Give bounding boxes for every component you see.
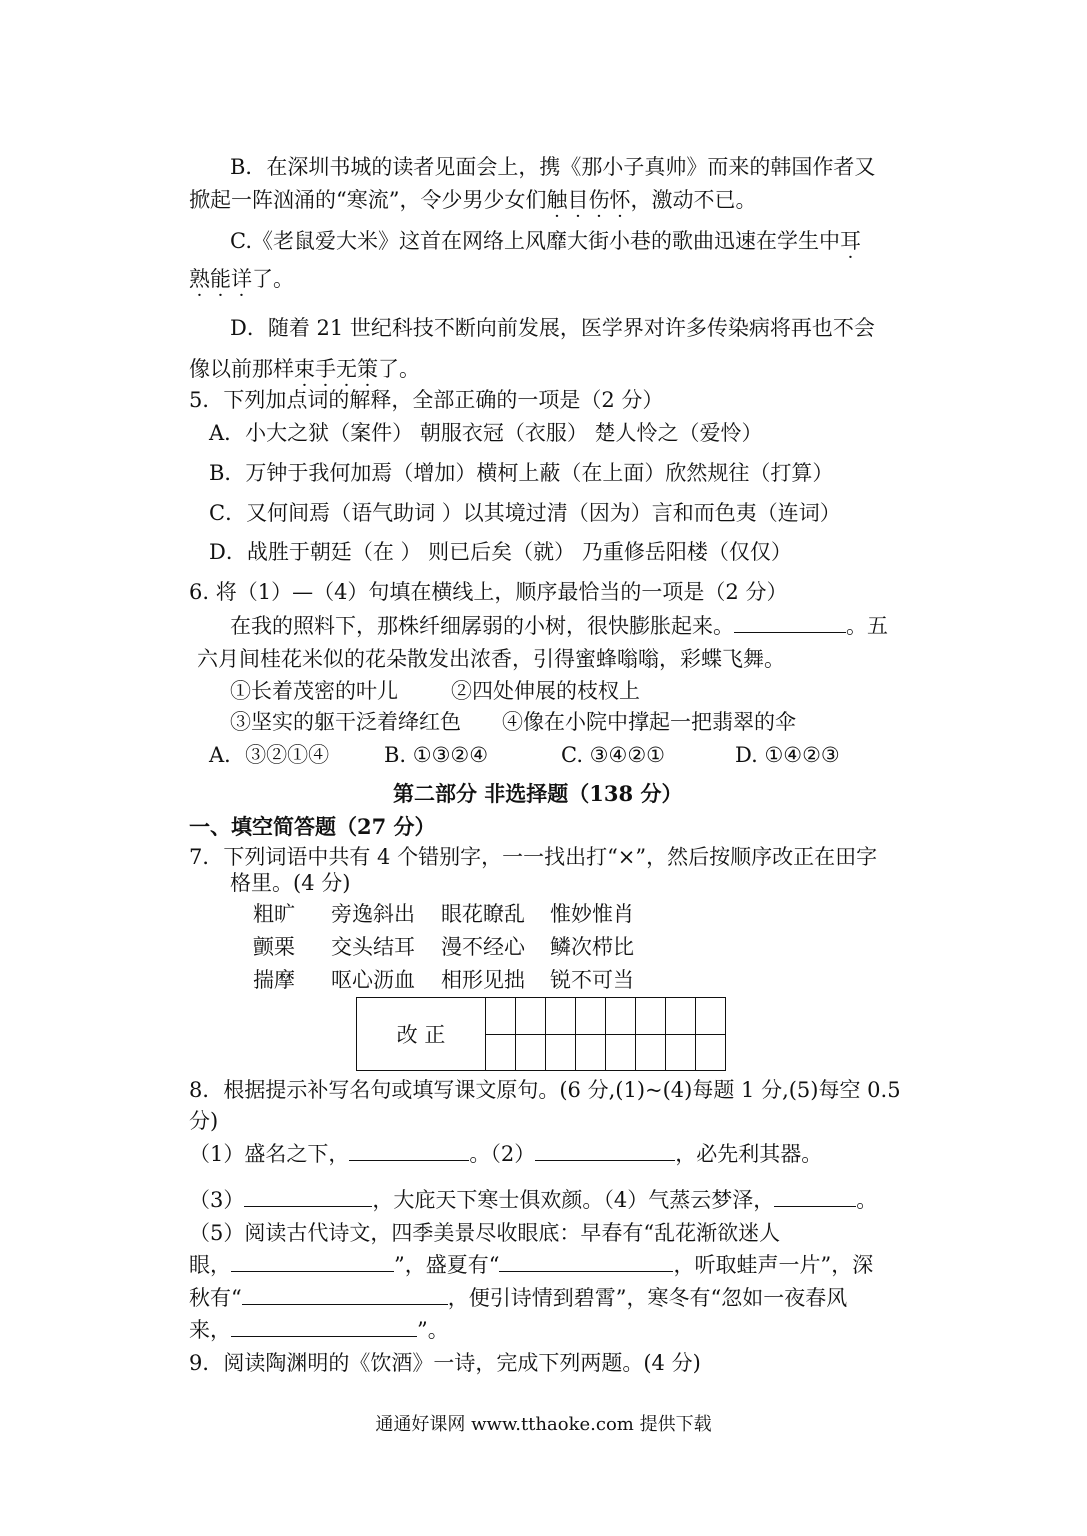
grid-cell[interactable]: [546, 998, 576, 1035]
dotted-char: 怀: [609, 188, 631, 212]
q6-passage-text: 在我的照料下，那株纤细孱弱的小树，很快膨胀起来。: [230, 614, 734, 638]
q8-line6: [189, 1316, 449, 1344]
q8-text: 来，: [189, 1318, 231, 1342]
q6-passage-line1: [230, 612, 888, 640]
q8-text: （3）: [189, 1188, 245, 1212]
dotted-char: 手: [315, 357, 336, 381]
q7-stem-cont: 格里。(4 分): [230, 871, 351, 895]
answer-blank[interactable]: [231, 1251, 394, 1272]
q4-c-text: C.《老鼠爱大米》这首在网络上风靡大街小巷的歌曲迅速在学生中: [230, 229, 840, 253]
q7-word[interactable]: 鳞次栉比: [550, 935, 634, 959]
q7-word[interactable]: 惟妙惟肖: [550, 902, 634, 926]
q5-option-d: D．战胜于朝廷（在 ） 则已后矣（就） 乃重修岳阳楼（仅仅）: [209, 540, 792, 564]
q4-option-c-line2: [189, 265, 294, 293]
q6-sentence-2: ②四处伸展的枝杈上: [451, 679, 640, 703]
q6-option-c: C. ③④②①: [561, 743, 665, 767]
grid-cell[interactable]: [576, 1034, 606, 1071]
q7-word[interactable]: 旁逸斜出: [331, 902, 415, 926]
q6-passage-text: 。五: [846, 614, 888, 638]
q7-word[interactable]: 漫不经心: [441, 935, 525, 959]
q4-d-text: 像以前那样: [189, 357, 294, 381]
answer-blank[interactable]: [774, 1186, 856, 1207]
q8-text: （1）盛名之下，: [189, 1142, 350, 1166]
dotted-char: 无: [336, 357, 357, 381]
answer-blank[interactable]: [242, 1284, 448, 1305]
grid-cell[interactable]: [636, 1034, 666, 1071]
q8-line4: [189, 1251, 873, 1279]
q8-text: 。（2）: [469, 1142, 536, 1166]
grid-cell[interactable]: [696, 1034, 726, 1071]
q7-word[interactable]: 粗旷: [253, 902, 295, 926]
q8-stem: 8．根据提示补写名句或填写课文原句。(6 分,(1)~(4)每题 1 分,(5)每空 0.5: [189, 1078, 901, 1102]
q7-word[interactable]: 颤栗: [253, 935, 295, 959]
grid-cell[interactable]: [546, 1034, 576, 1071]
q6-sentence-3: ③坚实的躯干泛着绛红色: [230, 710, 461, 734]
q6-sentence-1: ①长着茂密的叶儿: [230, 679, 398, 703]
q5-option-a: A．小大之狱（案件） 朝服衣冠（衣服） 楚人怜之（爱怜）: [209, 421, 763, 445]
q4-option-b-line2: [189, 186, 756, 214]
q8-text: ，大庇天下寒士俱欢颜。（4）气蒸云梦泽，: [372, 1188, 775, 1212]
answer-blank[interactable]: [244, 1186, 372, 1207]
grid-cell[interactable]: [516, 1034, 546, 1071]
grid-cell[interactable]: [606, 1034, 636, 1071]
grid-cell[interactable]: [636, 998, 666, 1035]
answer-blank[interactable]: [734, 612, 846, 633]
q4-c-text: 了。: [252, 267, 294, 291]
grid-cell[interactable]: [666, 1034, 696, 1071]
section1-title: 一、填空简答题（27 分）: [189, 814, 436, 839]
q6-sentence-4: ④像在小院中撑起一把翡翠的伞: [502, 710, 796, 734]
answer-blank[interactable]: [349, 1140, 469, 1161]
dotted-char: 触: [546, 188, 568, 212]
q8-text: ”。: [417, 1318, 449, 1342]
grid-cell[interactable]: [666, 998, 696, 1035]
q4-option-d-line2: [189, 355, 420, 383]
q7-word[interactable]: 眼花瞭乱: [441, 902, 525, 926]
dotted-char: 熟: [189, 267, 210, 291]
q6-option-d: D. ①④②③: [735, 743, 840, 767]
grid-label: 改 正: [357, 998, 486, 1071]
q7-word[interactable]: 锐不可当: [550, 968, 634, 992]
q8-text: ，便引诗情到碧霄”，寒冬有“忽如一夜春风: [447, 1286, 848, 1310]
grid-cell[interactable]: [576, 998, 606, 1035]
part2-title: 第二部分 非选择题（138 分）: [393, 781, 683, 806]
q4-b-text: ，激动不已。: [630, 188, 757, 212]
grid-cell[interactable]: [516, 998, 546, 1035]
q4-option-c-line1: [230, 227, 861, 255]
q8-stem-cont: 分): [189, 1109, 219, 1133]
q8-line3: （5）阅读古代诗文，四季美景尽收眼底：早春有“乱花渐欲迷人: [189, 1221, 781, 1245]
q8-text: ，听取蛙声一片”，深: [673, 1253, 874, 1277]
q8-line2: [189, 1186, 877, 1214]
q7-stem: 7．下列词语中共有 4 个错别字，一一找出打“×”，然后按顺序改正在田字: [189, 845, 878, 869]
q7-word[interactable]: 呕心沥血: [331, 968, 415, 992]
q8-line1: [189, 1140, 822, 1168]
dotted-char: 伤: [588, 188, 610, 212]
q8-text: ”，盛夏有“: [394, 1253, 500, 1277]
q4-d-text: 了。: [378, 357, 420, 381]
dotted-char: 详: [231, 267, 252, 291]
answer-blank[interactable]: [499, 1251, 673, 1272]
page-footer: 通通好课网 www.tthaoke.com 提供下载: [375, 1414, 712, 1435]
q5-stem: 5．下列加点词的解释，全部正确的一项是（2 分）: [189, 388, 664, 412]
q9-stem: 9．阅读陶渊明的《饮酒》一诗，完成下列两题。(4 分): [189, 1351, 701, 1375]
grid-cell[interactable]: [486, 1034, 516, 1071]
answer-blank[interactable]: [231, 1316, 417, 1337]
q8-text: 眼，: [189, 1253, 231, 1277]
dotted-char: 策: [357, 357, 378, 381]
q6-passage-line2: 六月间桂花米似的花朵散发出浓香，引得蜜蜂嗡嗡，彩蝶飞舞。: [197, 647, 785, 671]
q4-option-d-line1: D．随着 21 世纪科技不断向前发展，医学界对许多传染病将再也不会: [230, 316, 875, 340]
q4-b-text: 掀起一阵汹涌的“寒流”，令少男少女们: [189, 188, 547, 212]
q6-option-a: A．③②①④: [209, 743, 330, 767]
correction-grid: [356, 997, 726, 1071]
q5-option-c: C．又何间焉（语气助词 ）以其境过清（因为）言和而色夷（连词）: [209, 501, 841, 525]
q8-line5: [189, 1284, 847, 1312]
q8-text: ，必先利其器。: [675, 1142, 823, 1166]
answer-blank[interactable]: [535, 1140, 675, 1161]
dotted-char: 目: [567, 188, 589, 212]
dotted-char: 束: [294, 357, 315, 381]
q7-word[interactable]: 揣摩: [253, 968, 295, 992]
q8-text: 秋有“: [189, 1286, 242, 1310]
dotted-char: 能: [210, 267, 231, 291]
q6-stem: 6. 将（1）—（4）句填在横线上，顺序最恰当的一项是（2 分）: [189, 580, 788, 604]
dotted-char: 耳: [840, 229, 861, 253]
q6-option-b: B. ①③②④: [384, 743, 489, 767]
grid-cell[interactable]: [486, 998, 516, 1035]
q8-text: 。: [856, 1188, 878, 1212]
q7-word[interactable]: 相形见拙: [441, 968, 525, 992]
q4-option-b-line1: B．在深圳书城的读者见面会上，携《那小子真帅》而来的韩国作者又: [230, 155, 876, 179]
q5-option-b: B．万钟于我何加焉（增加）横柯上蔽（在上面）欣然规往（打算）: [209, 461, 834, 485]
q7-word[interactable]: 交头结耳: [331, 935, 415, 959]
grid-cell[interactable]: [696, 998, 726, 1035]
grid-cell[interactable]: [606, 998, 636, 1035]
